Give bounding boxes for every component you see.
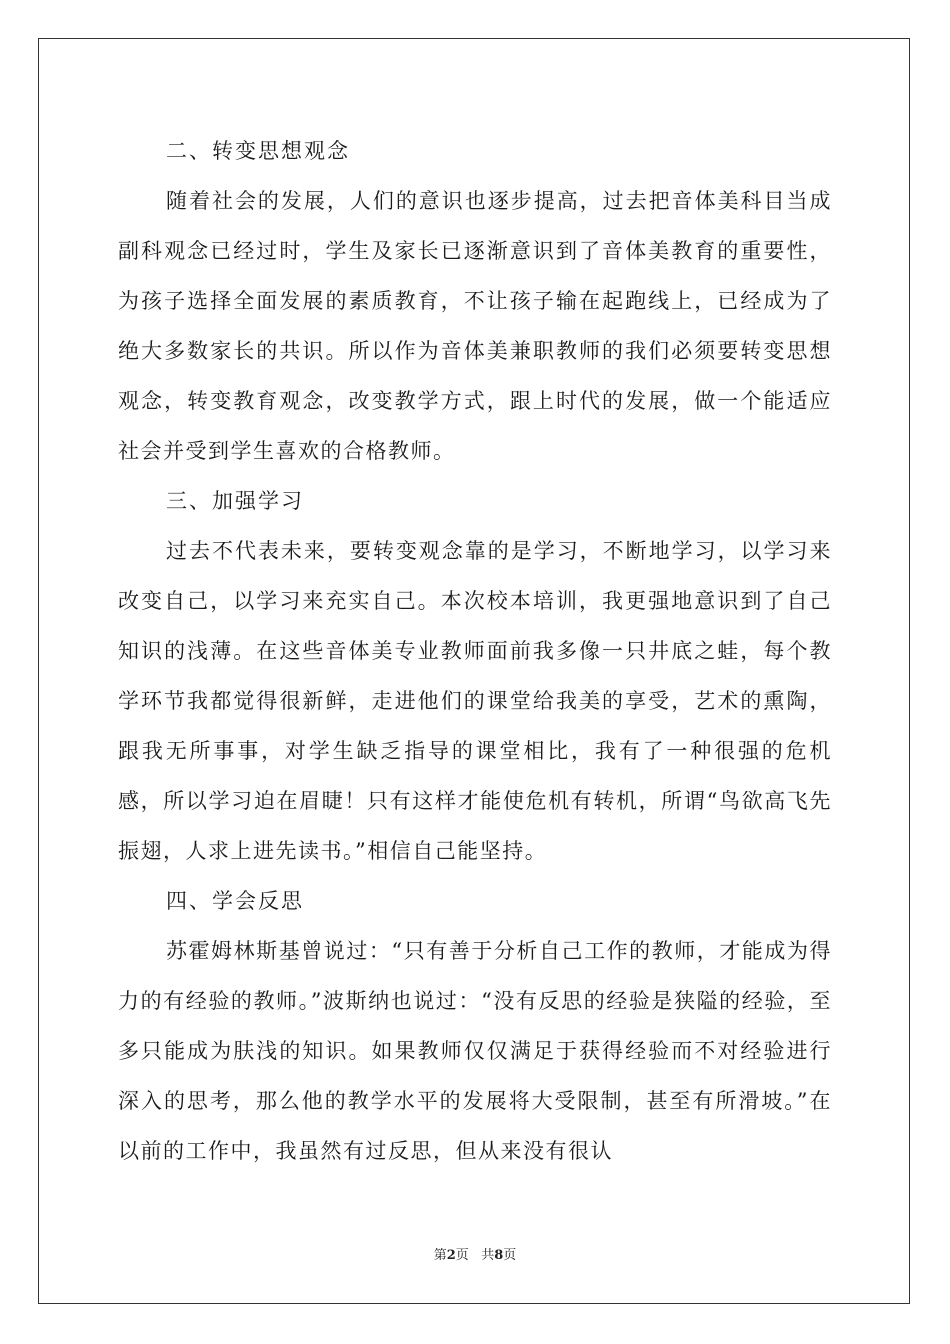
total-suffix: 页 <box>503 1248 517 1263</box>
page-footer <box>0 1246 950 1266</box>
page-number: 2 <box>446 1248 456 1263</box>
page-prefix: 第 <box>433 1248 447 1263</box>
section-heading: 二、转变思想观念 <box>166 139 350 163</box>
section-paragraph: 随着社会的发展，人们的意识也逐步提高，过去把音体美科目当成副科观念已经过时，学生及家长已逐渐意识到了音体美教育的重要性，为孩子选择全面发展的素质教育，不让孩子输在起跑线上，已经成为了绝大多数家长的共识。所以作为音体美兼职教师的我们必须要转变思想观念，转变教育观念，改变教学方式，跟上时代的发展，做一个能适应社会并受到学生喜欢的合格教师。 <box>118 189 832 463</box>
section-learn-reflection <box>118 876 832 1176</box>
section-heading: 三、加强学习 <box>166 489 304 513</box>
section-transform-thinking <box>118 126 832 476</box>
section-heading: 四、学会反思 <box>166 889 304 913</box>
total-pages: 8 <box>494 1248 504 1263</box>
section-paragraph: 过去不代表未来，要转变观念靠的是学习，不断地学习，以学习来改变自己，以学习来充实自己。本次校本培训，我更强地意识到了自己知识的浅薄。在这些音体美专业教师面前我多像一只井底之蛙，每个教学环节我都觉得很新鲜，走进他们的课堂给我美的享受，艺术的熏陶，跟我无所事事，对学生缺乏指导的课堂相比，我有了一种很强的危机感，所以学习迫在眉睫！只有这样才能使危机有转机，所谓“鸟欲高飞先振翅，人求上进先读书。”相信自己能坚持。 <box>118 539 832 863</box>
section-paragraph: 苏霍姆林斯基曾说过：“只有善于分析自己工作的教师，才能成为得力的有经验的教师。”波斯纳也说过：“没有反思的经验是狭隘的经验，至多只能成为肤浅的知识。如果教师仅仅满足于获得经验而不对经验进行深入的思考，那么他的教学水平的发展将大受限制，甚至有所滑坡。”在以前的工作中，我虽然有过反思，但从来没有很认 <box>118 939 832 1163</box>
page-suffix: 页 <box>455 1248 469 1263</box>
section-strengthen-learning <box>118 476 832 876</box>
total-prefix: 共 <box>481 1248 495 1263</box>
document-body <box>118 126 832 1176</box>
